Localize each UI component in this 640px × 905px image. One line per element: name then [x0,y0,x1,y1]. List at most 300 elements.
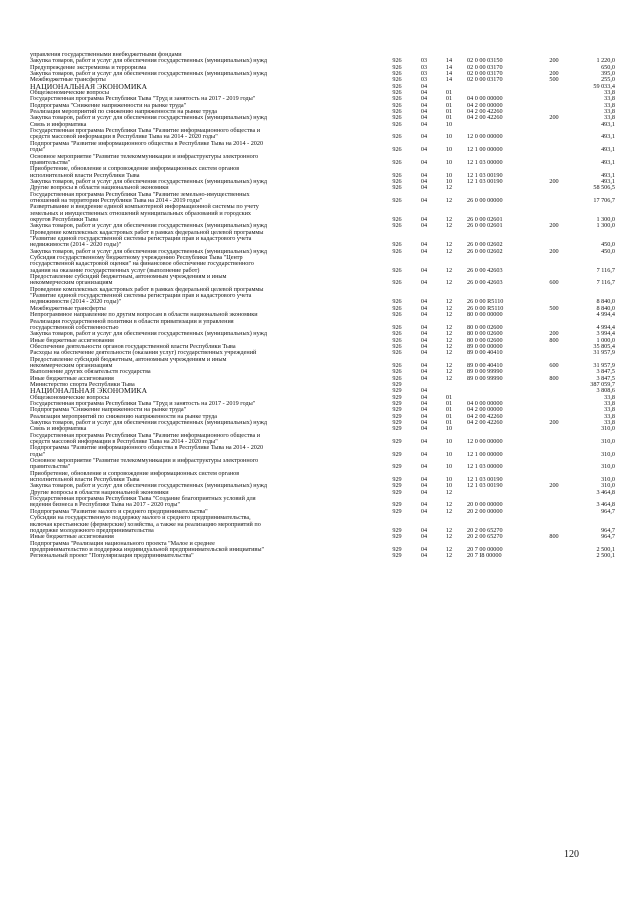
amount: 310,0 [601,463,615,471]
department-code: 926 [392,342,402,350]
subsection-code: 10 [445,425,453,433]
expense-type-code: 200 [549,114,559,122]
table-row [30,552,615,560]
section-code: 04 [420,476,428,484]
row-name: Межбюджетные трансферты [30,76,106,84]
department-code: 926 [392,171,402,179]
subsection-code: 10 [445,177,453,185]
row-name: НАЦИОНАЛЬНАЯ ЭКОНОМИКА [30,81,148,91]
section-code: 04 [420,526,428,534]
row-name: Государственная программа Республики Тыва "Труд и занятость на 2017 - 2019 годы" [30,399,256,407]
target-item-code: 26 0 00 R5110 [467,298,504,306]
department-code: 926 [392,247,402,255]
section-code: 04 [420,158,428,166]
amount: 3 847,5 [596,368,615,376]
expense-type-code: 800 [549,533,559,541]
section-code: 04 [420,501,428,509]
row-name: Другие вопросы в области национальной экономики [30,488,169,496]
amount: 35 805,4 [593,342,615,350]
target-item-code: 04 2 00 42260 [467,419,503,426]
target-item-code: 26 0 00 02601 [467,215,503,223]
department-code: 929 [392,482,402,490]
department-code: 926 [392,304,402,312]
row-name: Приобретение, обновление и сопровождение информационных систем органов исполнительной власти Республики Тыва [30,469,240,484]
amount: 964,7 [601,533,615,541]
target-item-code: 12 0 00 00000 [467,133,503,141]
amount: 33,8 [604,393,615,401]
subsection-code: 12 [445,342,453,350]
page-number: 120 [564,849,579,860]
target-item-code: 89 0 00 99990 [467,374,503,382]
amount: 7 116,7 [596,279,615,287]
department-code: 926 [392,215,402,223]
amount: 1 220,0 [596,57,615,65]
expense-type-code: 200 [549,57,559,65]
row-name: Закупка товаров, работ и услуг для обеспечения государственных (муниципальных) нужд [30,330,268,338]
subsection-code: 12 [445,545,453,553]
section-code: 04 [420,95,428,103]
department-code: 926 [392,311,402,319]
row-name: Государственная программа Республики Тыва "Труд и занятость на 2017 - 2019 годы" [30,95,256,103]
amount: 4 994,4 [596,323,615,331]
expense-type-code: 500 [549,304,559,312]
row-name: Расходы на обеспечение деятельности (оказания услуг) государственных учреждений [30,349,257,357]
row-name: Государственная программа Республики Тыва "Развитие информационного общества и средств массовой информации в Республике Тыва на 2014 - 2020 годы" [30,127,261,141]
section-code: 04 [420,171,428,179]
budget-table [30,51,615,560]
section-code: 04 [420,342,428,350]
row-name: Проведение комплексных кадастровых работ в рамках федеральной целевой программы "Развитие единой государственной системы регистрации прав и кадастрового учета недвижимости (2014 - 2020 годы)" [30,285,264,306]
subsection-code: 10 [445,120,453,128]
section-code: 04 [420,247,428,255]
section-code: 04 [420,507,428,515]
section-code: 04 [420,184,428,192]
target-item-code: 26 0 00 42603 [467,266,503,274]
row-name: Приобретение, обновление и сопровождение информационных систем органов исполнительной власти Республики Тыва [30,165,240,179]
department-code: 929 [392,380,402,388]
target-item-code: 26 0 00 R5110 [467,304,504,312]
target-item-code: 20 7 00 00000 [467,545,503,553]
section-code: 04 [420,488,428,496]
row-name: Иные бюджетные ассигнования [30,374,114,382]
row-name: Закупка товаров, работ и услуг для обеспечения государственных (муниципальных) нужд [30,419,268,426]
department-code: 926 [392,133,402,141]
row-name: Подпрограмма "Снижение напряженности на рынке труда" [30,101,187,109]
row-name: Государственная программа Республики Тыва "Развитие информационного общества и средств массовой информации в Республике Тыва на 2014 - 2020 годы" [30,431,261,446]
section-code: 04 [420,108,428,116]
subsection-code: 12 [445,298,453,306]
department-code: 926 [392,266,402,274]
department-code: 926 [392,76,402,84]
row-name: Министерство спорта Республики Тыва [30,380,135,388]
target-item-code: 12 1 03 00190 [467,476,503,484]
section-code: 04 [420,114,428,122]
amount: 395,0 [601,70,615,78]
department-code: 926 [392,279,402,287]
table-row [30,203,615,223]
section-code: 04 [420,412,428,420]
target-item-code: 26 0 00 00000 [467,196,503,204]
target-item-code: 12 1 03 00000 [467,158,503,166]
amount: 58 506,5 [593,184,615,192]
subsection-code: 12 [445,279,453,287]
amount: 17 706,7 [593,196,615,204]
section-code: 04 [420,336,428,344]
row-name: Подпрограмма "Реализация национального проекта "Малое и среднее предпринимательство и поддержка индивидуальной предпринимательской инициативы" [30,539,265,553]
row-name: Проведение комплексных кадастровых работ в рамках федеральной целевой программы "Развитие единой государственной системы регистрации прав и кадастрового учета недвижимости (2014 - 2020 годы)" [30,228,264,249]
amount: 2 500,1 [596,545,615,553]
expense-type-code: 200 [549,70,559,78]
amount: 7 116,7 [596,266,615,274]
target-item-code: 12 1 03 00190 [467,482,503,490]
target-item-code: 12 1 03 00190 [467,177,503,185]
target-item-code: 04 2 00 42260 [467,114,503,122]
row-name: Реализация мероприятий по снижению напряженности на рынке труда [30,412,217,420]
department-code: 929 [392,501,402,509]
expense-type-code: 600 [549,279,559,287]
subsection-code: 10 [445,438,453,446]
section-code: 03 [420,70,428,78]
section-code: 04 [420,425,428,433]
subsection-code: 12 [445,507,453,515]
amount: 964,7 [601,507,615,515]
target-item-code: 20 2 00 00000 [467,507,503,515]
amount: 33,8 [604,419,615,426]
section-code: 04 [420,279,428,287]
department-code: 929 [392,507,402,515]
section-code: 04 [420,120,428,128]
section-code: 04 [420,196,428,204]
subsection-code: 12 [445,488,453,496]
department-code: 929 [392,387,402,395]
target-item-code: 02 0 00 03170 [467,76,503,84]
department-code: 926 [392,222,402,230]
section-code: 04 [420,399,428,407]
section-code: 04 [420,82,428,90]
row-name: Связь и информатика [30,425,87,433]
amount: 493,1 [601,133,615,141]
row-name: Подпрограмма "Развитие информационного общества в Республике Тыва на 2014 - 2020 годы" [30,444,264,458]
subsection-code: 12 [445,533,453,541]
table-row [30,457,615,471]
amount: 33,8 [604,399,615,407]
amount: 1 000,0 [596,336,615,344]
amount: 450,0 [601,247,615,255]
table-row [30,285,615,306]
target-item-code: 80 0 00 02600 [467,336,503,344]
subsection-code: 12 [445,336,453,344]
amount: 493,1 [601,158,615,166]
target-item-code: 04 2 00 42260 [467,412,503,420]
department-code: 929 [392,419,402,426]
section-code: 04 [420,450,428,458]
amount: 493,1 [601,120,615,128]
table-row [30,273,615,287]
expense-type-code: 800 [549,336,559,344]
row-name: Закупка товаров, работ и услуг для обеспечения государственных (муниципальных) нужд [30,70,268,78]
expense-type-code: 200 [549,330,559,338]
subsection-code: 10 [445,171,453,179]
row-name: Региональный проект "Популяризация предпринимательства" [30,552,194,560]
target-item-code: 80 0 00 02600 [467,323,503,331]
amount: 3 464,8 [596,488,615,496]
section-code: 04 [420,304,428,312]
target-item-code: 26 0 00 02601 [467,222,503,230]
section-code: 04 [420,241,428,249]
subsection-code: 12 [445,184,453,192]
subsection-code: 12 [445,374,453,382]
department-code: 926 [392,177,402,185]
section-code: 04 [420,406,428,414]
department-code: 929 [392,526,402,534]
subsection-code: 01 [445,101,453,109]
row-name: Иные бюджетные ассигнования [30,533,114,541]
subsection-code: 01 [445,108,453,116]
amount: 650,0 [601,63,615,71]
section-code: 04 [420,266,428,274]
section-code: 04 [420,438,428,446]
department-code: 926 [392,89,402,97]
target-item-code: 02 0 00 03170 [467,63,503,71]
subsection-code: 01 [445,89,453,97]
section-code: 04 [420,533,428,541]
department-code: 926 [392,146,402,154]
section-code: 04 [420,463,428,471]
subsection-code: 12 [445,215,453,223]
subsection-code: 01 [445,419,453,426]
department-code: 926 [392,70,402,78]
department-code: 926 [392,82,402,90]
target-item-code: 12 1 03 00000 [467,463,503,471]
department-code: 929 [392,412,402,420]
section-code: 04 [420,374,428,382]
amount: 387 059,7 [590,380,615,388]
amount: 310,0 [601,438,615,446]
section-code: 04 [420,368,428,376]
amount: 310,0 [601,482,615,490]
target-item-code: 89 0 00 40410 [467,349,503,357]
amount: 493,1 [601,171,615,179]
amount: 1 300,0 [596,215,615,223]
subsection-code: 12 [445,368,453,376]
subsection-code: 01 [445,406,453,414]
section-code: 04 [420,177,428,185]
row-name: Связь и информатика [30,120,87,128]
section-code: 04 [420,419,428,426]
table-row [30,228,615,249]
target-item-code: 26 0 00 02602 [467,241,503,249]
section-code: 04 [420,330,428,338]
subsection-code: 01 [445,399,453,407]
section-code: 04 [420,349,428,357]
expense-type-code: 200 [549,222,559,230]
amount: 310,0 [601,425,615,433]
department-code: 926 [392,336,402,344]
target-item-code: 02 0 00 03150 [467,57,503,65]
subsection-code: 12 [445,330,453,338]
expense-type-code: 200 [549,419,559,426]
table-row [30,495,615,509]
row-name: Закупка товаров, работ и услуг для обеспечения государственных (муниципальных) нужд [30,482,268,490]
row-name: Закупка товаров, работ и услуг для обеспечения государственных (муниципальных) нужд [30,114,268,122]
table-row [30,514,615,534]
table-row [30,127,615,141]
row-name: Государственная программа Республики Тыва "Создание благоприятных условий для ведения бизнеса в Республике Тыва на 2017 - 2020 годы" [30,495,256,509]
target-item-code: 20 0 00 00000 [467,501,503,509]
target-item-code: 04 0 00 00000 [467,95,503,103]
target-item-code: 12 1 00 00000 [467,146,503,154]
expense-type-code: 200 [549,482,559,490]
row-name: Субсидия государственному бюджетному учреждению Республики Тыва "Центр государственной кадастровой оценки" на финансовое обеспечение государственного задания на оказание государственных услуг (выполнение работ) [30,254,254,274]
section-code: 04 [420,393,428,401]
amount: 33,8 [604,412,615,420]
subsection-code: 12 [445,311,453,319]
row-name: Общеэкономические вопросы [30,89,109,97]
subsection-code: 01 [445,412,453,420]
target-item-code: 12 0 00 00000 [467,438,503,446]
row-name: НАЦИОНАЛЬНАЯ ЭКОНОМИКА [30,386,148,396]
subsection-code: 10 [445,482,453,490]
row-name: Подпрограмма "Развитие информационного общества в Республике Тыва на 2014 - 2020 годы" [30,139,264,154]
expense-type-code: 600 [549,361,559,369]
department-code: 926 [392,374,402,382]
row-name: Другие вопросы в области национальной экономики [30,184,169,192]
department-code: 926 [392,114,402,122]
section-code: 03 [420,63,428,71]
department-code: 926 [392,241,402,249]
subsection-code: 12 [445,241,453,249]
target-item-code: 20 7 I8 00000 [467,552,502,560]
amount: 2 500,1 [596,552,615,560]
department-code: 926 [392,101,402,109]
subsection-code: 10 [445,158,453,166]
amount: 8 840,0 [596,298,615,306]
subsection-code: 12 [445,247,453,255]
subsection-code: 01 [445,95,453,103]
row-name: Предупреждение экстремизма и терроризма [30,63,147,71]
section-code: 04 [420,311,428,319]
department-code: 929 [392,552,402,560]
row-name: Предоставление субсидий бюджетным, автономным учреждениям и иным некоммерческим организациям [30,273,227,287]
subsection-code: 12 [445,196,453,204]
department-code: 926 [392,330,402,338]
section-code: 04 [420,222,428,230]
amount: 33,8 [604,101,615,109]
department-code: 929 [392,450,402,458]
target-item-code: 04 0 00 00000 [467,399,503,407]
department-code: 929 [392,406,402,414]
amount: 964,7 [601,526,615,534]
section-code: 04 [420,133,428,141]
row-name: Закупка товаров, работ и услуг для обеспечения государственных (муниципальных) нужд [30,57,268,65]
target-item-code: 20 2 00 65270 [467,526,503,534]
row-name: Реализация мероприятий по снижению напряженности на рынке труда [30,108,217,116]
expense-type-code: 200 [549,177,559,185]
row-name: Межбюджетные трансферты [30,304,106,312]
row-name: Закупка товаров, работ и услуг для обеспечения государственных (муниципальных) нужд [30,247,268,255]
subsection-code: 12 [445,526,453,534]
department-code: 929 [392,488,402,496]
target-item-code: 12 1 03 00190 [467,171,503,179]
target-item-code: 80 0 00 00000 [467,311,503,319]
row-name: Обеспечение деятельности органов государственной власти Республики Тыва [30,342,236,350]
department-code: 926 [392,63,402,71]
amount: 31 957,9 [593,349,615,357]
amount: 255,0 [601,76,615,84]
amount: 59 033,4 [593,82,615,90]
section-code: 04 [420,361,428,369]
row-name: Выполнение других обязательств государства [30,368,151,376]
subsection-code: 14 [445,76,453,84]
amount: 31 957,9 [593,361,615,369]
subsection-code: 12 [445,552,453,560]
target-item-code: 89 0 00 99990 [467,368,503,376]
row-name: Закупка товаров, работ и услуг для обеспечения государственных (муниципальных) нужд [30,177,268,185]
amount: 3 847,5 [596,374,615,382]
department-code: 929 [392,476,402,484]
amount: 450,0 [601,241,615,249]
amount: 310,0 [601,476,615,484]
target-item-code: 89 0 00 40410 [467,361,503,369]
row-name: Развертывание и внедрение единой компьютерной информационной системы по учету земельных и имущественных отношений муниципальных образований и городских округов Республики Тыва [30,203,259,223]
section-code: 04 [420,387,428,395]
section-code: 03 [420,76,428,84]
target-item-code: 04 2 00 00000 [467,101,503,109]
subsection-code: 01 [445,393,453,401]
amount: 33,8 [604,89,615,97]
row-name: Иные бюджетные ассигнования [30,336,114,344]
target-item-code: 04 2 00 00000 [467,406,503,414]
subsection-code: 12 [445,501,453,509]
subsection-code: 12 [445,266,453,274]
target-item-code: 04 2 00 42260 [467,108,503,116]
section-code: 04 [420,146,428,154]
amount: 310,0 [601,450,615,458]
row-name: управления государственными внебюджетными фондами [30,51,182,58]
department-code: 926 [392,95,402,103]
subsection-code: 10 [445,450,453,458]
department-code: 926 [392,57,402,65]
amount: 493,1 [601,146,615,154]
section-code: 04 [420,101,428,109]
department-code: 926 [392,368,402,376]
subsection-code: 10 [445,476,453,484]
section-code: 04 [420,215,428,223]
row-name: Общеэкономические вопросы [30,393,109,401]
department-code: 929 [392,438,402,446]
row-name: Реализация государственной политики в области приватизации и управления государственной собственностью [30,317,234,331]
amount: 3 808,6 [596,387,615,395]
target-item-code: 26 0 00 02602 [467,247,503,255]
amount: 8 840,0 [596,304,615,312]
amount: 33,8 [604,108,615,116]
expense-type-code: 800 [549,374,559,382]
target-item-code: 26 0 00 42603 [467,279,503,287]
target-item-code: 02 0 00 03170 [467,70,503,78]
section-code: 04 [420,552,428,560]
department-code: 926 [392,298,402,306]
amount: 33,8 [604,95,615,103]
row-name: Закупка товаров, работ и услуг для обеспечения государственных (муниципальных) нужд [30,222,268,230]
subsection-code: 10 [445,146,453,154]
subsection-code: 14 [445,63,453,71]
subsection-code: 12 [445,323,453,331]
row-name: Основное мероприятие "Развитие телекоммуникации и инфраструктуры электронного правительства" [30,457,259,471]
subsection-code: 10 [445,133,453,141]
department-code: 926 [392,184,402,192]
section-code: 04 [420,89,428,97]
expense-type-code: 200 [549,247,559,255]
